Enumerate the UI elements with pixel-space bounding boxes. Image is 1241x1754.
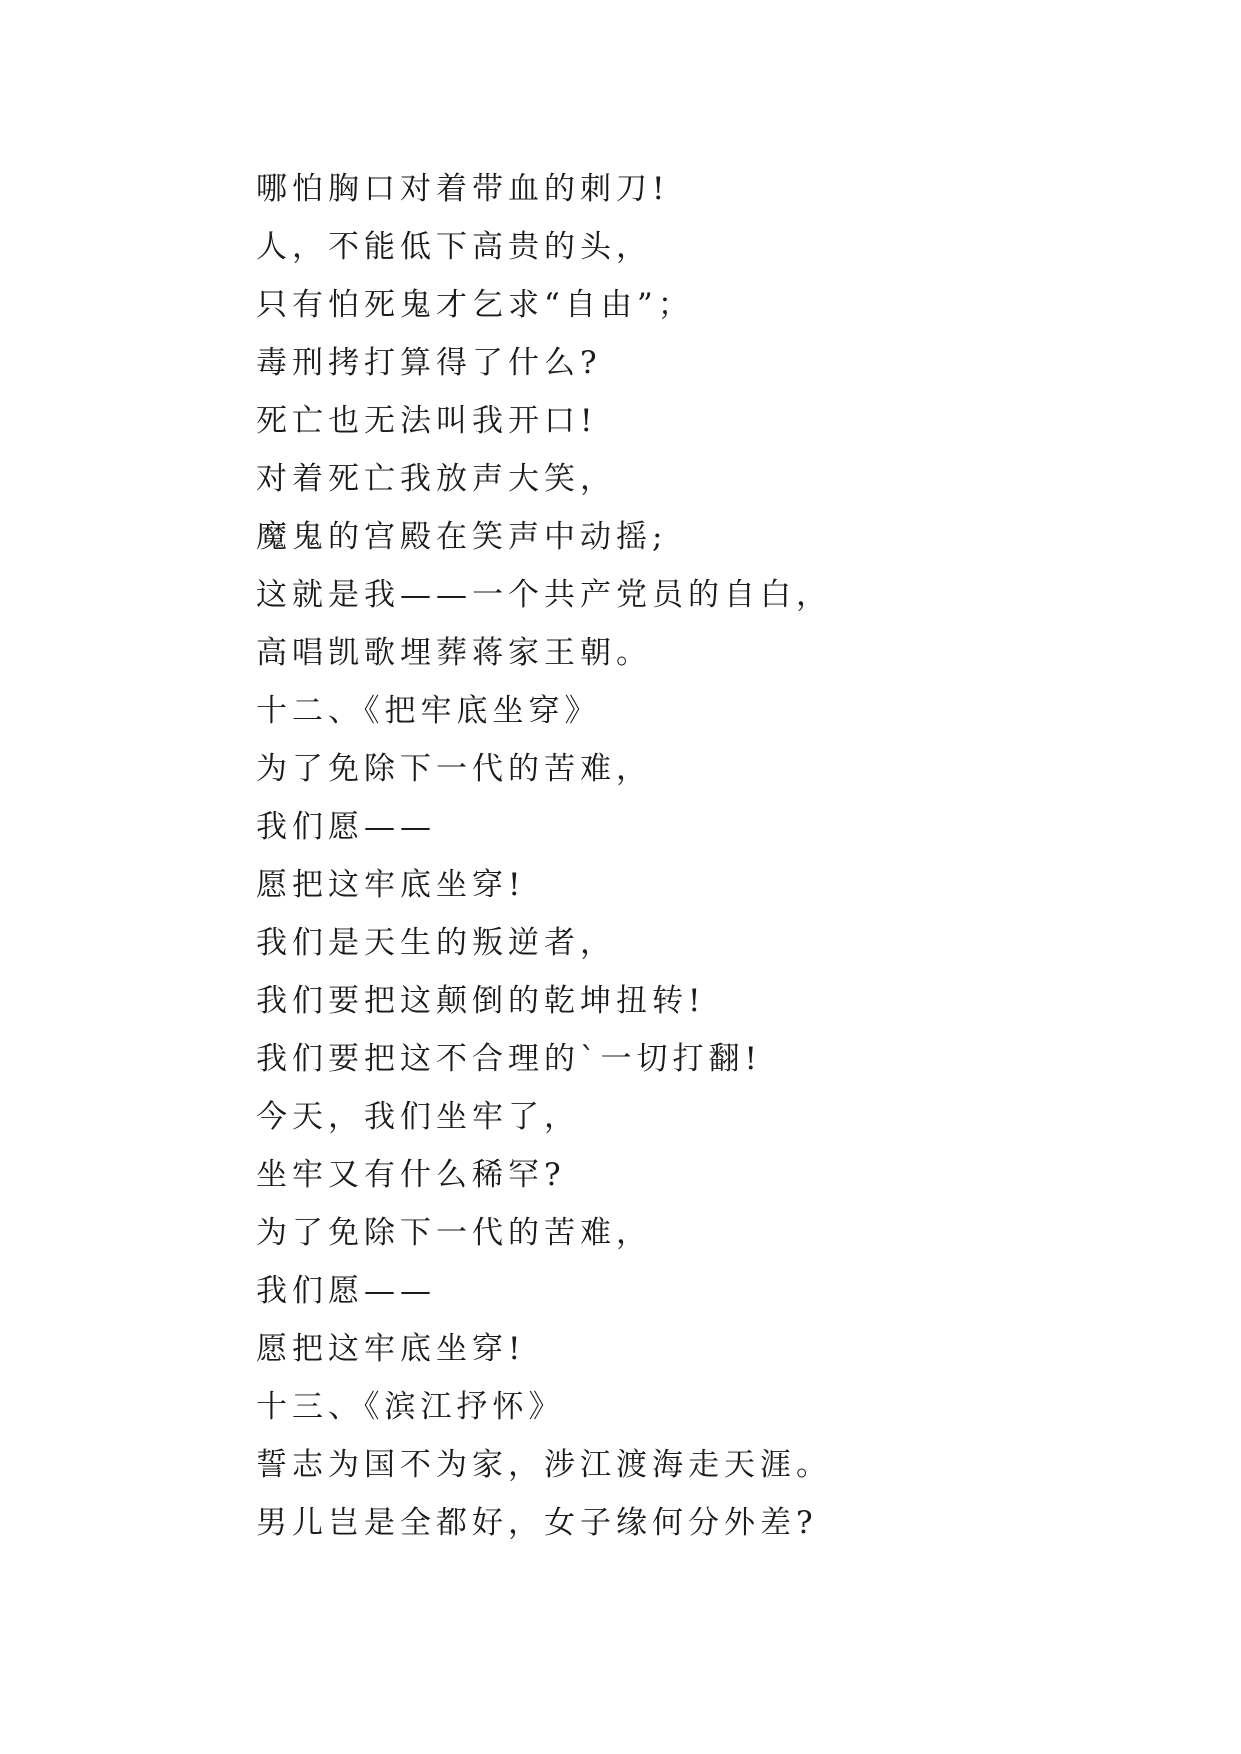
- text-line: 为了免除下一代的苦难，: [256, 1215, 652, 1251]
- poem-text: [256, 160, 1156, 1552]
- text-line: 我们愿——: [256, 809, 436, 845]
- text-line: 坐牢又有什么稀罕?: [256, 1157, 566, 1193]
- text-line: 誓志为国不为家，涉江渡海走天涯。: [256, 1447, 832, 1483]
- text-line: 愿把这牢底坐穿!: [256, 867, 526, 903]
- text-line: 毒刑拷打算得了什么?: [256, 345, 602, 381]
- text-line: 对着死亡我放声大笑，: [256, 461, 616, 497]
- text-line: 高唱凯歌埋葬蒋家王朝。: [256, 635, 652, 671]
- text-line: 只有怕死鬼才乞求“自由”；: [256, 287, 694, 323]
- text-line: 我们是天生的叛逆者，: [256, 925, 616, 961]
- text-line: 为了免除下一代的苦难，: [256, 751, 652, 787]
- text-line: 死亡也无法叫我开口!: [256, 403, 598, 439]
- section-heading: 十二、《把牢底坐穿》: [256, 693, 601, 729]
- text-line: 今天，我们坐牢了，: [256, 1099, 580, 1135]
- text-line: 魔鬼的宫殿在笑声中动摇;: [256, 519, 668, 555]
- text-line: 我们要把这颠倒的乾坤扭转!: [256, 983, 706, 1019]
- text-line: 我们要把这不合理的`一切打翻!: [256, 1041, 762, 1077]
- text-line: 这就是我——一个共产党员的自白，: [256, 577, 832, 613]
- text-line: 男儿岂是全都好，女子缘何分外差?: [256, 1505, 818, 1541]
- text-line: 人，不能低下高贵的头，: [256, 229, 652, 265]
- text-line: 我们愿——: [256, 1273, 436, 1309]
- text-line: 哪怕胸口对着带血的刺刀!: [256, 171, 670, 207]
- section-heading: 十三、《滨江抒怀》: [256, 1389, 565, 1425]
- text-line: 愿把这牢底坐穿!: [256, 1331, 526, 1367]
